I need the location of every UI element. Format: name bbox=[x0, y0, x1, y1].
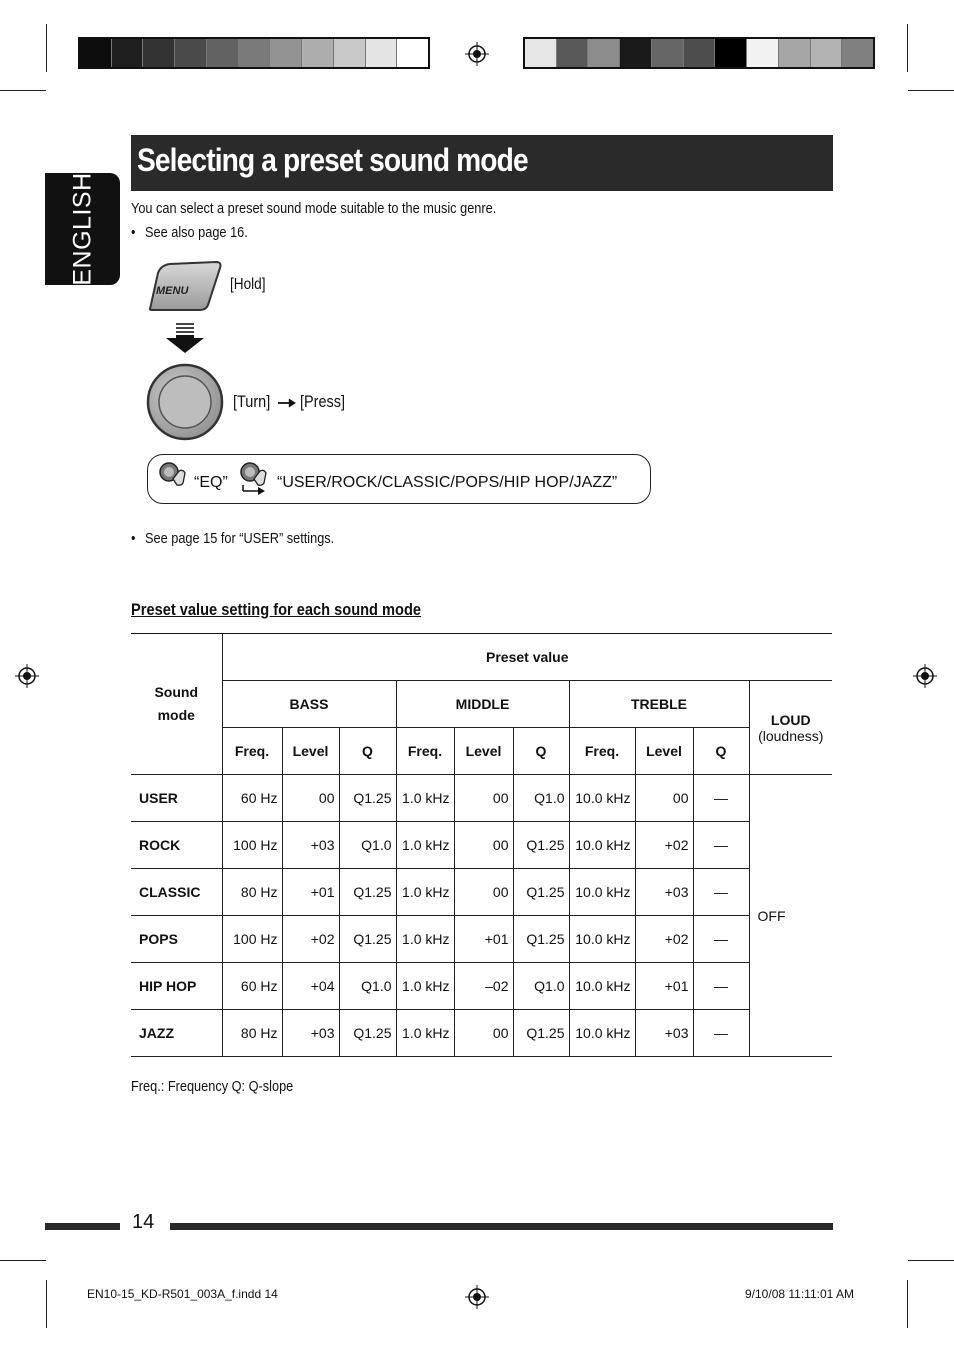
registration-mark-icon bbox=[913, 664, 937, 688]
crop-mark bbox=[0, 1260, 46, 1261]
table-row: HIP HOP 60 Hz +04 Q1.0 1.0 kHz –02 Q1.0 10.0 kHz +01 — bbox=[131, 963, 832, 1010]
header-q: Q bbox=[339, 728, 396, 775]
crop-mark bbox=[46, 1280, 47, 1328]
display-modes-text: “USER/ROCK/CLASSIC/POPS/HIP HOP/JAZZ” bbox=[277, 474, 618, 491]
control-dial-icon bbox=[145, 362, 225, 442]
header-preset-value: Preset value bbox=[222, 634, 832, 681]
table-heading: Preset value setting for each sound mode bbox=[131, 600, 422, 619]
table-footnote: Freq.: Frequency Q: Q-slope bbox=[131, 1078, 294, 1095]
preset-value-table bbox=[131, 633, 832, 1057]
header-freq: Freq. bbox=[396, 728, 454, 775]
header-q: Q bbox=[513, 728, 569, 775]
arrow-down-icon bbox=[165, 322, 205, 354]
slug-timestamp: 9/10/08 11:11:01 AM bbox=[745, 1287, 854, 1301]
crop-mark bbox=[0, 90, 46, 91]
header-sound-mode: Sound mode bbox=[131, 634, 222, 775]
header-loud: LOUD (loudness) bbox=[749, 681, 832, 775]
crop-mark bbox=[908, 1260, 954, 1261]
header-freq: Freq. bbox=[569, 728, 635, 775]
table-row: USER 60 Hz 00 Q1.25 1.0 kHz 00 Q1.0 10.0 kHz 00 — OFF bbox=[131, 775, 832, 822]
arrow-right-icon bbox=[278, 398, 296, 408]
table-row: JAZZ 80 Hz +03 Q1.25 1.0 kHz 00 Q1.25 10.0 kHz +03 — bbox=[131, 1010, 832, 1057]
crop-mark bbox=[908, 90, 954, 91]
press-label: [Press] bbox=[300, 392, 345, 411]
header-treble: TREBLE bbox=[569, 681, 749, 728]
page-title: Selecting a preset sound mode bbox=[137, 142, 528, 178]
bullet-marker: • bbox=[131, 530, 136, 547]
crop-mark bbox=[46, 24, 47, 72]
registration-mark-icon bbox=[15, 664, 39, 688]
gray-color-bar bbox=[78, 37, 430, 69]
mixed-color-bar bbox=[523, 37, 875, 69]
header-level: Level bbox=[635, 728, 693, 775]
slug-file-info: EN10-15_KD-R501_003A_f.indd 14 bbox=[87, 1287, 278, 1301]
menu-button-label: MENU bbox=[156, 285, 189, 297]
crop-mark bbox=[907, 1280, 908, 1328]
table-row: CLASSIC 80 Hz +01 Q1.25 1.0 kHz 00 Q1.25 10.0 kHz +03 — bbox=[131, 869, 832, 916]
user-settings-note: See page 15 for “USER” settings. bbox=[145, 530, 335, 547]
registration-mark-icon bbox=[465, 1285, 489, 1309]
page-number: 14 bbox=[132, 1211, 155, 1233]
header-middle: MIDDLE bbox=[396, 681, 569, 728]
header-level: Level bbox=[454, 728, 513, 775]
footer-rule bbox=[45, 1223, 120, 1230]
cycle-arrow-icon bbox=[242, 485, 266, 497]
table-row: POPS 100 Hz +02 Q1.25 1.0 kHz +01 Q1.25 10.0 kHz +02 — bbox=[131, 916, 832, 963]
display-eq-text: “EQ” bbox=[194, 474, 228, 491]
intro-text: You can select a preset sound mode suitable to the music genre. bbox=[131, 200, 497, 217]
hold-label: [Hold] bbox=[230, 276, 266, 293]
header-freq: Freq. bbox=[222, 728, 282, 775]
header-level: Level bbox=[282, 728, 339, 775]
bullet-marker: • bbox=[131, 224, 136, 241]
language-tab bbox=[45, 173, 120, 285]
language-label: ENGLISH bbox=[68, 172, 96, 286]
turn-label: [Turn] bbox=[233, 392, 271, 411]
loud-value: OFF bbox=[749, 775, 832, 1057]
table-row: ROCK 100 Hz +03 Q1.0 1.0 kHz 00 Q1.25 10.0 kHz +02 — bbox=[131, 822, 832, 869]
turn-dial-icon bbox=[238, 461, 272, 487]
turn-dial-icon bbox=[157, 461, 191, 487]
registration-mark-icon bbox=[465, 42, 489, 66]
footer-rule bbox=[170, 1223, 833, 1230]
title-bar bbox=[131, 135, 833, 191]
see-also-text: See also page 16. bbox=[145, 224, 248, 241]
header-bass: BASS bbox=[222, 681, 396, 728]
header-q: Q bbox=[693, 728, 749, 775]
crop-mark bbox=[907, 24, 908, 72]
